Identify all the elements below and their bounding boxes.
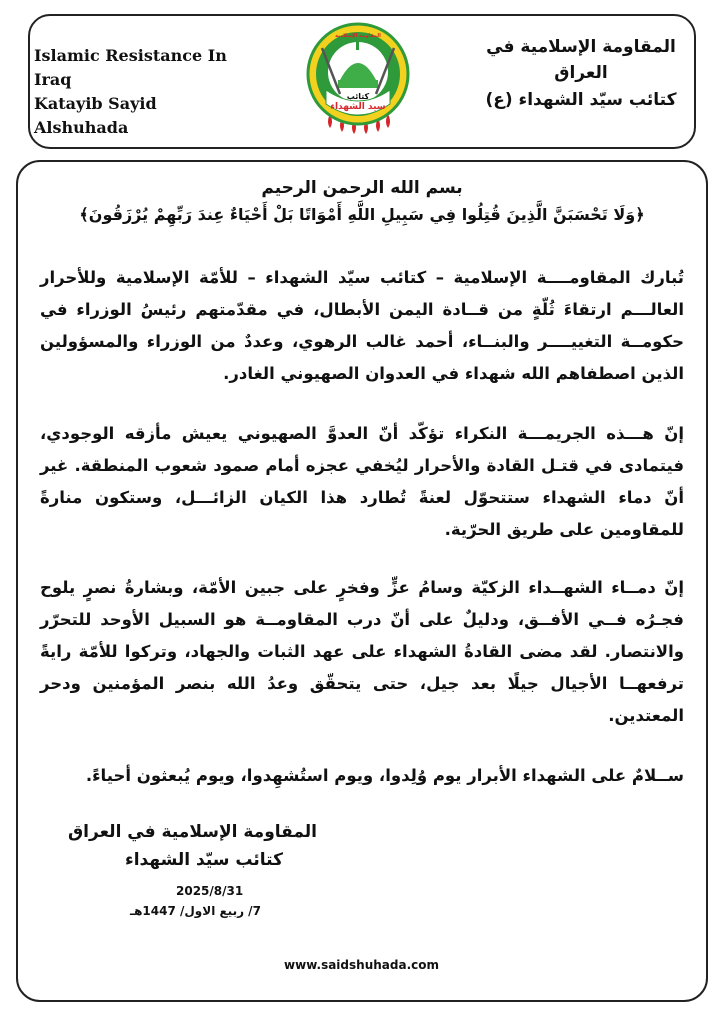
signature-line-1: المقاومة الإسلامية في العراق xyxy=(67,822,317,842)
paragraph-4: ســلامٌ على الشهداء الأبرار يوم وُلِدوا، ويوم استُشهِدوا، ويوم يُبعثون أحياءً. xyxy=(85,766,684,785)
paragraph-2: إنّ هـــذه الجريمـــة النكراء تؤكّد أنّ العدوَّ الصهيوني يعيش مأزقه الوجودي، فيتمادى في قتـل القادة والأحرار ليُخفي عجزه أمام صمود شعوب المنطقة. غير أنّ دماء الشهداء ستتحوّل لعنةً تُطارد هذا الكيان الزائـــل، وستكون منارةً للمقاومين على طريق الحرّية. xyxy=(40,424,684,539)
quran-verse: ﴿وَلَا تَحْسَبَنَّ الَّذِينَ قُتِلُوا فِي سَبِيلِ اللَّهِ أَمْوَاتًا بَلْ أَحْيَاءٌ عِندَ رَبِّهِمْ يُرْزَقُونَ﴾ xyxy=(79,205,645,224)
header-english-line2: Katayib Sayid Alshuhada xyxy=(34,94,157,137)
date-hijri: 7/ ربيع الاول/ 1447هـ xyxy=(130,904,261,918)
header-arabic-line2: كتائب سيّد الشهداء (ع) xyxy=(485,90,677,110)
paragraph-3: إنّ دمــاء الشهــداء الزكيّة وسامُ عزٍّ وفخرٍ على جبين الأمّة، وبشارةُ نصرٍ يلوح فجـرُه فــي الأفــق، ودليلٌ على أنّ درب المقاومــة هو السبيل الأوحد للتحرّر والانتصار. لقد مضى القادةُ الشهداء على عهد الثبات والجهاد، وتركوا للأمّة رايةً ترفعهــا الأجيال جيلًا بعد جيل، حتى يتحقّق وعدُ الله بنصر المؤمنين ودحر المعتدين. xyxy=(40,578,684,725)
header-arabic-name xyxy=(461,34,701,114)
emblem-logo xyxy=(300,18,416,142)
header-arabic-line1: المقاومة الإسلامية في العراق xyxy=(486,37,676,83)
logo-text-top: المقاومة الإسلامية xyxy=(335,33,381,39)
paragraph-1: تُبارك المقاومــــة الإسلامية – كتائب سيّد الشهداء – للأمّة الإسلامية وللأحرار العالـــم ارتقاءَ ثُلّةٍ من قــادة اليمن الأبطال، في مقدّمتهم رئيسُ الوزراء في حكومــة التغييــــر والبنــاء، أحمد غالب الرهوي، وعددٌ من الوزراء والمسؤولين الذين اصطفاهم الله شهداء في العدوان الصهيوني الغادر. xyxy=(40,268,684,383)
header-english-line1: Islamic Resistance In Iraq xyxy=(34,46,227,89)
basmala: بسم الله الرحمن الرحيم xyxy=(261,178,463,198)
website-link[interactable]: www.saidshuhada.com xyxy=(284,958,439,972)
signature-line-2: كتائب سيّد الشهداء xyxy=(125,850,283,870)
date-gregorian: 2025/8/31 xyxy=(176,884,244,898)
header-english-name xyxy=(34,44,254,140)
logo-text-main2: سيد الشهداء xyxy=(330,102,386,112)
logo-text-main1: كتائب xyxy=(346,92,370,101)
